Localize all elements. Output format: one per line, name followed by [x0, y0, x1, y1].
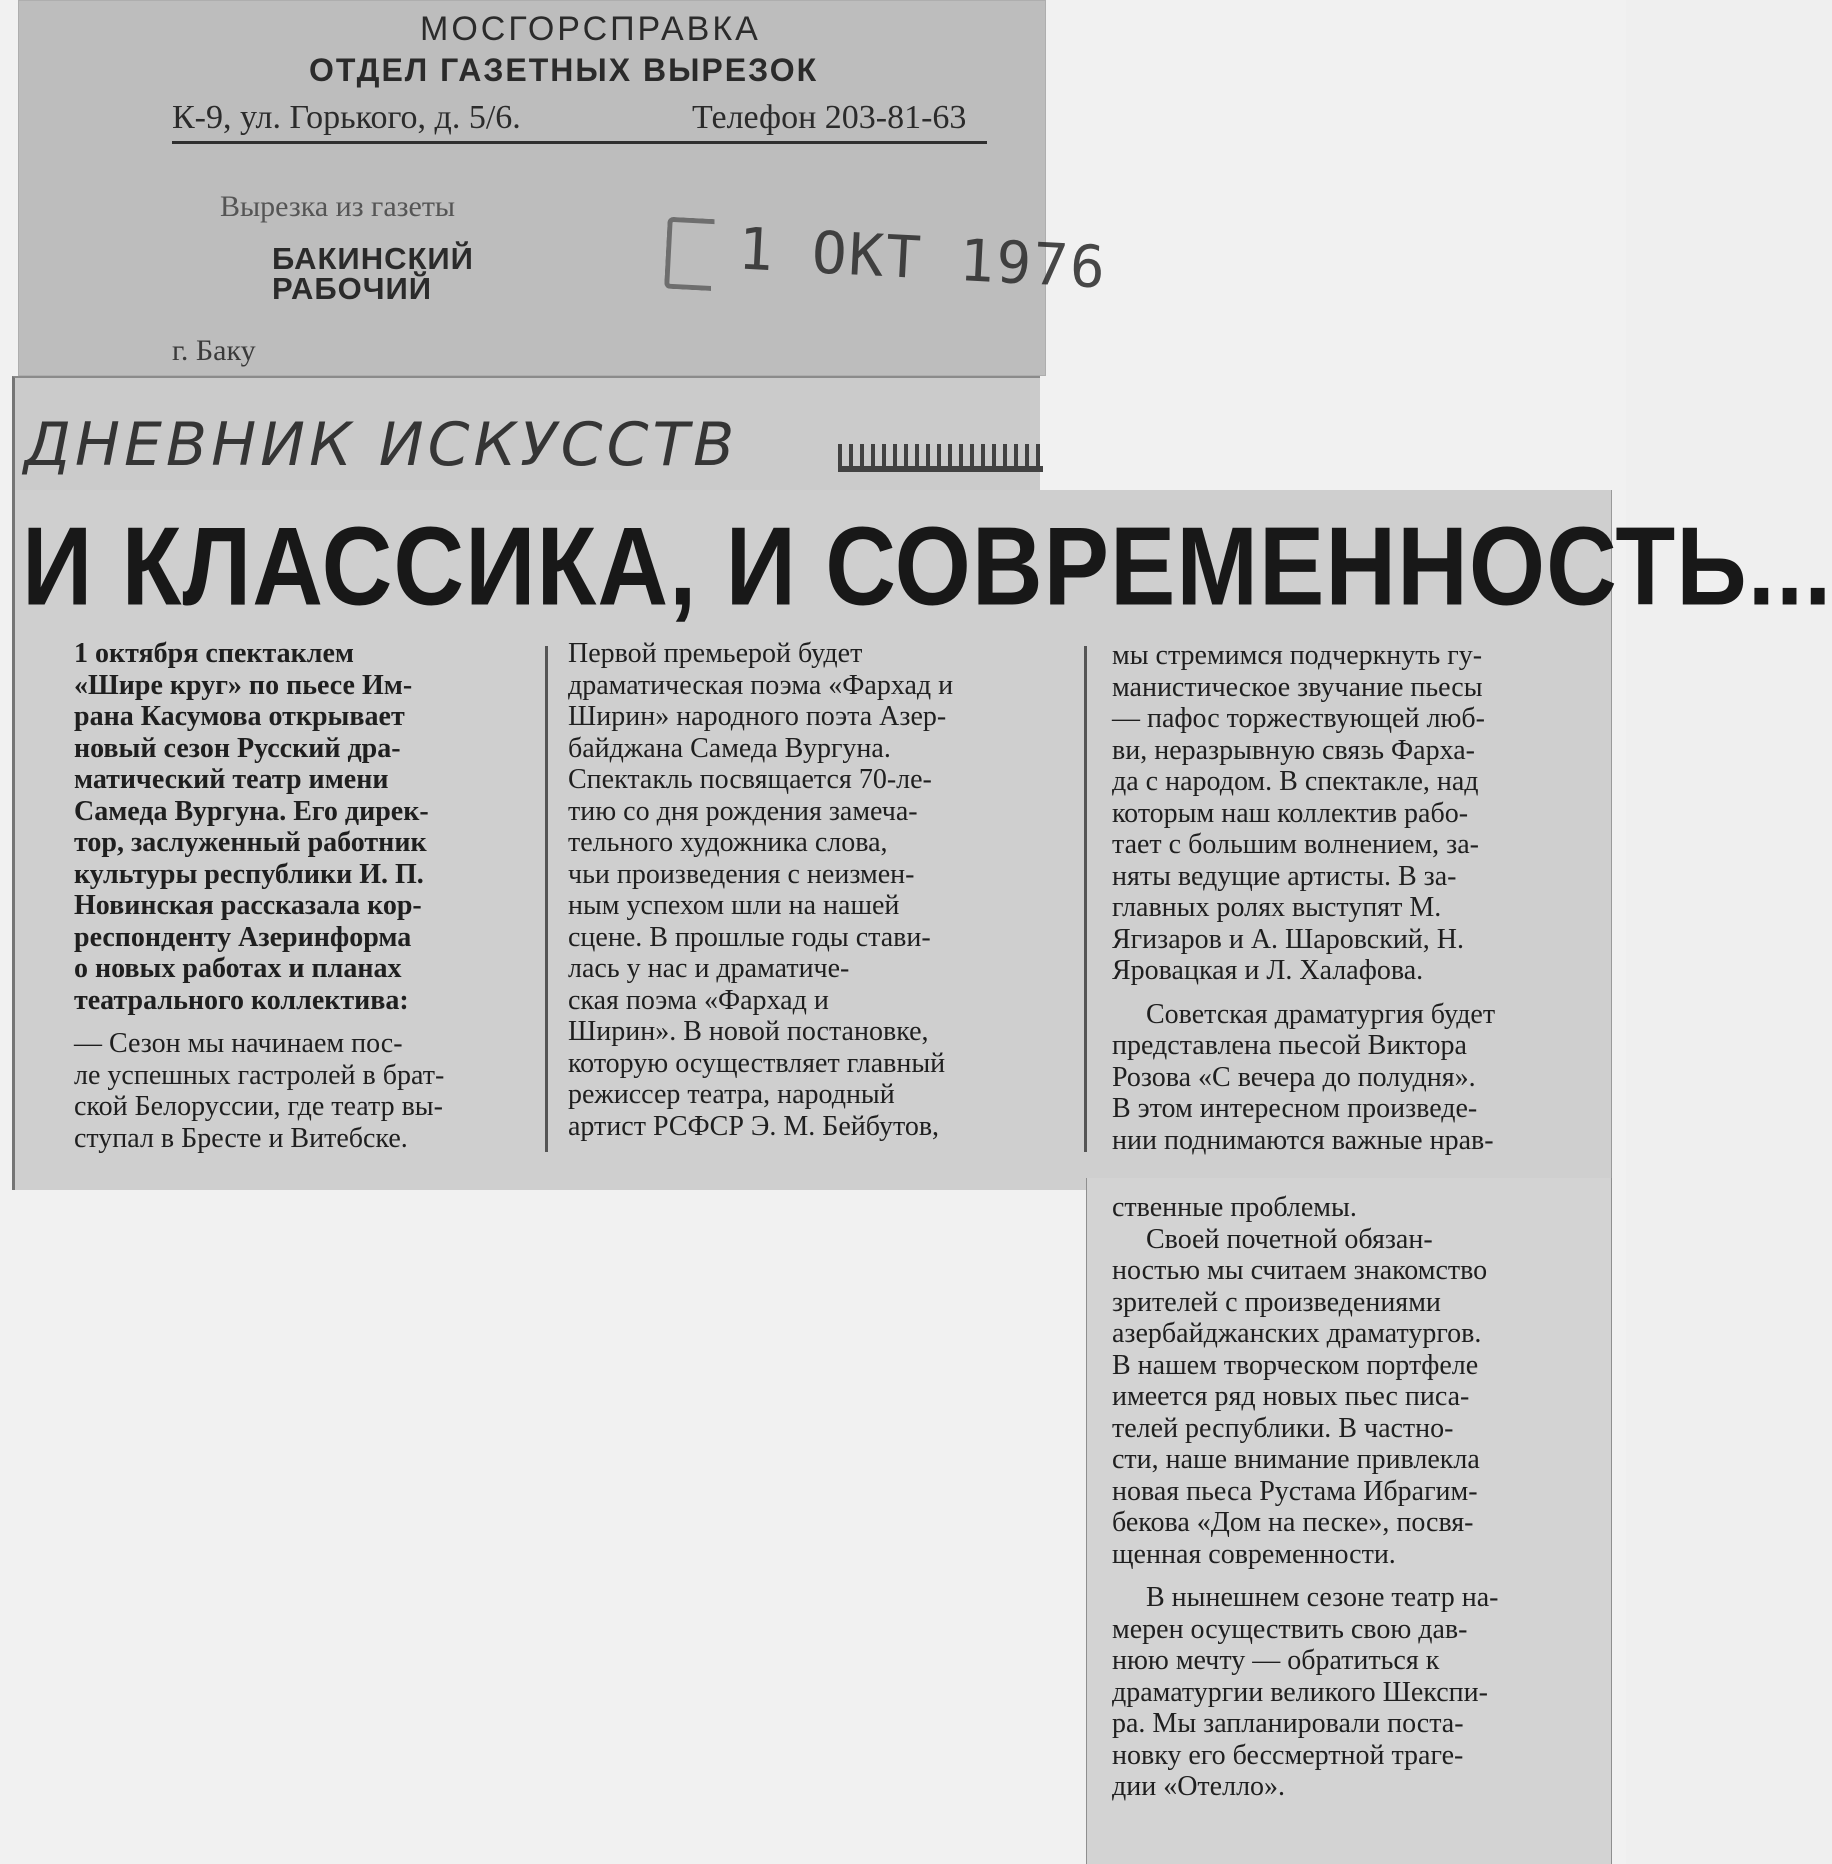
article-column-1: [74, 638, 522, 1154]
article-column-2-body: Первой премьерой будет драматическая поэма «Фархад и Ширин» народного поэта Азер- байджана Самеда Вургуна. Спектакль посвящается 70-ле- тию со дня рождения замеча- тельного художника слова, чьи произведения с неизмен- ным успехом шли на нашей сцене. В прошлые годы стави- лась у нас и драматиче- ская поэма «Фархад и Ширин». В новой постановке, которую осуществляет главный режиссер театра, народный артист РСФСР Э. М. Бейбутов,: [568, 638, 954, 1142]
date-stamp-text: 1 ОКТ 1976: [736, 214, 1109, 302]
article-rubric: ДНЕВНИК ИСКУССТВ: [24, 410, 739, 480]
article-column-3-continuation-2: Своей почетной обязан- ностью мы считаем знакомство зрителей с произведениями азербайджанских драматургов. В нашем творческом портфеле имеется ряд новых пьес писа- телей республики. В частно- сти, наше внимание привлекла новая пьеса Рустама Ибрагим- бекова «Дом на песке», посвя- щенная современности.: [1112, 1223, 1488, 1570]
clipping-label: Вырезка из газеты: [220, 190, 456, 223]
agency-address: К-9, ул. Горького, д. 5/6.: [172, 99, 521, 136]
article-column-1-lead: 1 октября спектаклем «Шире круг» по пьесе Им- рана Касумова открывает новый сезон Русский дра- матический театр имени Самеда Вургуна. Его дирек- тор, заслуженный работник культуры республики И. П. Новинская рассказала кор- респонденту Азеринформа о новых работах и планах театрального коллектива:: [74, 638, 429, 1016]
article-column-3-continuation-3: В нынешнем сезоне театр на- мерен осуществить свою дав- нюю мечту — обратиться к драматургии великого Шекспи- ра. Мы запланировали поста- новку его бессмертной траге- дии «Отелло».: [1112, 1582, 1499, 1802]
rubric-decorative-rule: [838, 444, 1043, 472]
agency-department: ОТДЕЛ ГАЗЕТНЫХ ВЫРЕЗОК: [309, 52, 819, 88]
article-column-3-paragraph-1: мы стремимся подчеркнуть гу- манистическое звучание пьесы — пафос торжествующей люб- ви, неразрывную связь Фарха- да с народом. В спектакле, над которым наш коллектив рабо- тает с большим волнением, за- няты ведущие артисты. В за- главных ролях выступят М. Ягизаров и А. Шаровский, Н. Яровацкая и Л. Халафова.: [1112, 640, 1485, 986]
article-headline: И КЛАССИКА, И СОВРЕМЕННОСТЬ...: [22, 503, 1832, 629]
column-divider-2: [1084, 646, 1087, 1152]
article-column-3-paragraph-2: Советская драматургия будет представлена пьесой Виктора Розова «С вечера до полудня». В этом интересном произведе- нии поднимаются важные нрав-: [1112, 998, 1496, 1156]
agency-contact-line: [172, 99, 987, 144]
article-column-2: [568, 638, 1064, 1142]
date-stamp: [662, 211, 1109, 340]
newspaper-city: г. Баку: [172, 334, 256, 367]
column-divider-1: [545, 646, 548, 1152]
article-column-1-body: — Сезон мы начинаем пос- ле успешных гастролей в брат- ской Белоруссии, где театр вы- ступал в Бресте и Витебске.: [74, 1028, 445, 1154]
article-column-3-top: [1112, 640, 1598, 1156]
newspaper-name: БАКИНСКИЙ РАБОЧИЙ: [272, 241, 474, 306]
article-column-3-continuation-1: ственные проблемы.: [1112, 1192, 1357, 1223]
article-column-3-continuation: [1112, 1192, 1598, 1803]
agency-title: МОСГОРСПРАВКА: [420, 10, 761, 48]
stamp-mark-icon: [664, 217, 715, 291]
agency-phone: Телефон 203-81-63: [692, 99, 967, 136]
